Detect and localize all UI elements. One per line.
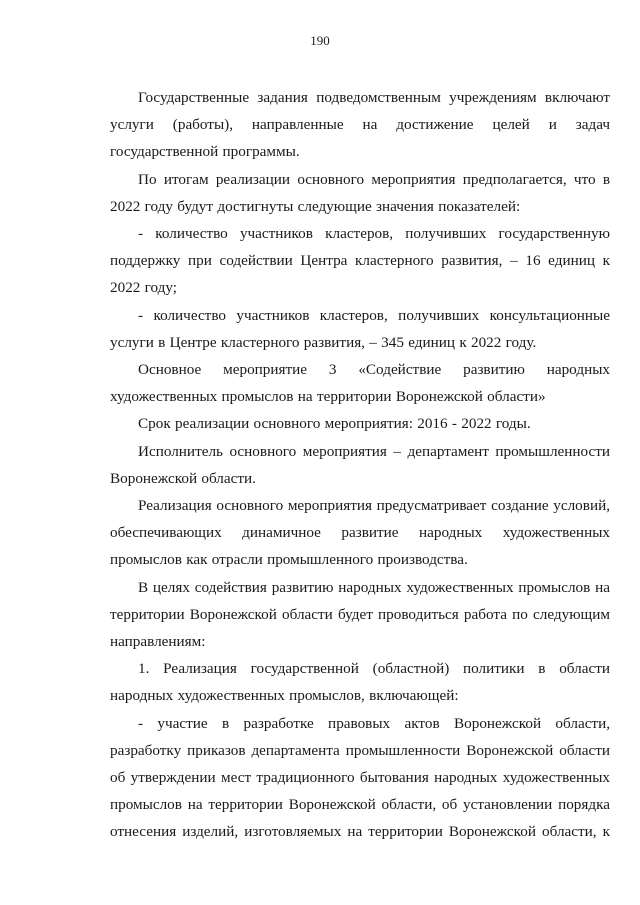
paragraph: - участие в разработке правовых актов Воронежской области, разработку приказов департамента промышленности Воронежской области об утверждении мест традиционного бытования народных художественных промыслов на территории Воронежской области, об установлении порядка отнесения изделий, изготовляемых на территории Воронежской области, к [110, 714, 610, 841]
section-heading: Основное мероприятие 3 «Содействие развитию народных художественных промыслов на территории Воронежской области» [110, 361, 610, 406]
paragraph: Срок реализации основного мероприятия: 2016 - 2022 годы. [138, 415, 531, 433]
paragraph: По итогам реализации основного мероприятия предполагается, что в 2022 году будут достигнуты следующие значения показателей: [110, 170, 610, 215]
paragraph: Исполнитель основного мероприятия – департамент промышленности Воронежской области. [110, 442, 610, 487]
document-body [110, 84, 610, 846]
paragraph: В целях содействия развитию народных художественных промыслов на территории Воронежской области будет проводиться работа по следующим направлениям: [110, 578, 610, 651]
paragraph: - количество участников кластеров, получивших консультационные услуги в Центре кластерного развития, – 345 единиц к 2022 году. [110, 306, 610, 351]
paragraph: Государственные задания подведомственным учреждениям включают услуги (работы), направленные на достижение целей и задач государственной программы. [110, 89, 610, 161]
paragraph: Реализация основного мероприятия предусматривает создание условий, обеспечивающих динамичное развитие народных художественных промыслов как отрасли промышленного производства. [110, 497, 610, 569]
paragraph: 1. Реализация государственной (областной) политики в области народных художественных промыслов, включающей: [110, 660, 610, 705]
page-number: 190 [310, 33, 330, 48]
paragraph: - количество участников кластеров, получивших государственную поддержку при содействии Центра кластерного развития, – 16 единиц к 2022 году; [110, 225, 610, 297]
